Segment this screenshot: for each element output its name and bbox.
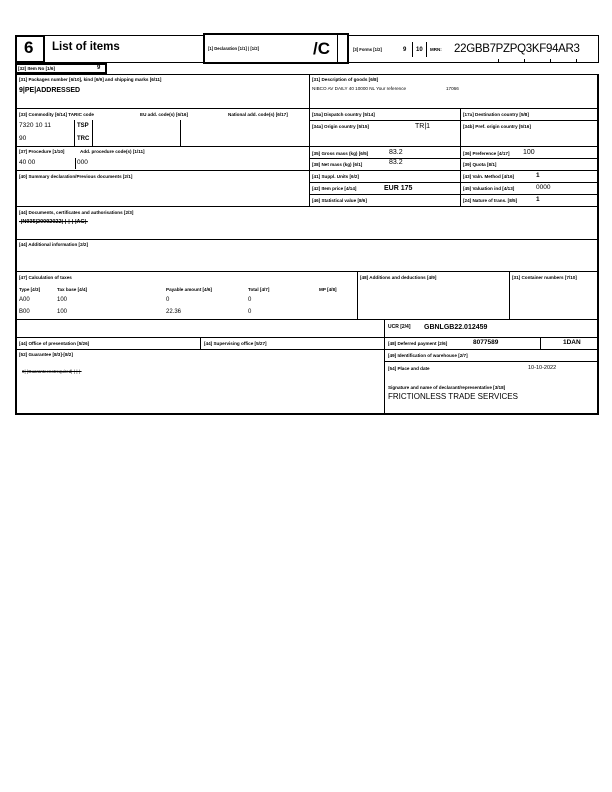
origin-country-label: [34a] Origin country [5/15] [312,124,369,129]
forms-current: 9 [403,47,407,53]
tax-row-2-type: B00 [19,309,30,315]
deferred-payment-label: [48] Deferred payment [2/6] [388,341,448,346]
tsp-label: TSP [77,123,89,129]
your-reference-value: 17066 [446,86,459,91]
description-value: NIBCO AV DAILY 40 10000 NL Your reference [312,86,407,91]
item-price-value: EUR 175 [384,185,413,192]
tax-row-1-base: 100 [57,297,68,303]
pref-origin-country-label: [34b] Pref. origin country [5/16] [463,124,531,129]
supervising-office-label: [44] Supervising office [5/27] [204,341,267,346]
tax-col-type: Type [4/3] [19,287,41,292]
form-number: 6 [24,38,34,57]
gross-mass-label: [35] Gross mass (kg) [6/5] [312,151,369,156]
add-procedure-label: Add. procedure code(s) [1/11] [80,149,145,154]
item-no-label: [32] Item No [1/6] [18,66,56,71]
gross-mass-value: 83.2 [389,149,403,156]
tax-row-1-total: 0 [248,297,252,303]
deferred-payment-value: 8077589 [473,339,499,346]
valuation-method-value: 1 [536,172,540,179]
ucr-label: UCR [2/4] [388,324,411,330]
valuation-ind-value: 0000 [536,184,551,191]
packages-value: 9|PE|ADDRESSED [19,87,81,94]
packages-label: [31] Packages number [6/10], kind [6/9] and shipping marks [6/11] [19,77,162,82]
tax-row-2-total: 0 [248,309,252,315]
procedure-label: [37] Procedure [1/10] [19,149,65,154]
forms-total: 10 [416,47,423,53]
nature-transaction-label: [24] Nature of trans. [8/5] [463,198,518,203]
mrn-value: 22GBB7PZPQ3KF94AR3 [454,43,580,55]
guarantee-value: 0|-|Guaranteenotrequired|-|-|-|- [22,369,82,374]
guarantee-label: [52] Guarantee [8/3]-[8/2] [19,352,73,357]
add-procedure-value: 000 [77,159,88,166]
valuation-method-label: [43] Valn. Method [4/16] [463,174,515,179]
statistical-value-label: [46] Statistical value [8/6] [312,198,367,203]
tax-col-mp: MP [4/8] [319,287,337,292]
form-title: List of items [52,41,120,53]
national-add-code-label: National add. code(s) [6/17] [228,112,288,117]
signature-label: Signature and name of declarant/representative [3/18] [388,385,506,390]
trc-label: TRC [77,136,90,142]
tax-row-2-base: 100 [57,309,68,315]
place-date-label: [54] Place and date [388,366,430,371]
preference-label: [36] Preference [4/17] [463,151,510,156]
place-date-value: 10-10-2022 [528,365,557,371]
additional-information-label: [44] Additional information [2/2] [19,242,88,247]
commodity-label: [33] Commodity [6/14] TARIC code [19,112,94,117]
supp-units-label: [41] Suppl. Units [6/2] [312,174,359,179]
additions-deductions-label: [48] Additions and deductions [4/9] [360,275,437,280]
declaration-label: [1] Declaration [1/1] | [1/2] [208,46,259,51]
commodity-suffix: 90 [19,135,27,142]
office-presentation-label: [44] Office of presentation [5/26] [19,341,90,346]
documents-label: [44] Documents, certificates and authorisations [2/3] [19,210,134,215]
signature-value: FRICTIONLESS TRADE SERVICES [388,392,518,401]
tax-row-1-payable: 0 [166,297,170,303]
valuation-ind-label: [45] Valuation ind [4/13] [463,186,515,191]
nature-transaction-value: 1 [536,196,540,203]
description-label: [31] Description of goods [6/8] [312,77,379,82]
item-no-value: 9 [97,65,101,71]
destination-country-label: [17a] Destination country [5/8] [463,112,529,117]
mrn-label: MRN: [430,47,442,52]
dispatch-country-label: [15a] Dispatch country [5/14] [312,112,375,117]
tax-col-base: Tax base [4/4] [57,287,88,292]
tax-col-payable: Payable amount [4/6] [166,287,212,292]
forms-label: [3] Forms [1/2] [353,47,382,52]
quota-label: [39] Quota [8/1] [463,162,497,167]
net-mass-label: [38] Net mass (kg) [6/1] [312,162,363,167]
tax-col-total: Total [4/7] [248,287,270,292]
documents-value: -|N935|20092022|-|-|-|-|AC|- [19,219,88,225]
commodity-code: 7320 10 11 [19,122,52,129]
warehouse-label: [49] Identification of warehouse [2/7] [388,353,468,358]
preference-value: 100 [523,149,535,156]
tax-row-1-type: A00 [19,297,30,303]
container-numbers-label: [31] Container numbers [7/10] [512,275,577,280]
calculation-label: [47] Calculation of taxes [19,275,72,280]
tax-row-2-payable: 22.36 [166,309,182,315]
origin-country-value: TR|1 [415,123,431,130]
net-mass-value: 83.2 [389,159,403,166]
deferred-payment-type: 1DAN [563,339,581,346]
summary-declaration-label: [40] Summary declaration/Previous documents [2/1] [19,174,133,179]
item-price-label: [42] Item price [4/14] [312,186,357,191]
procedure-value: 40 00 [19,159,36,166]
declaration-value: /C [313,39,330,58]
eu-add-code-label: EU add. code(s) [6/16] [140,112,188,117]
ucr-value: GBNLGB22.012459 [424,324,488,331]
